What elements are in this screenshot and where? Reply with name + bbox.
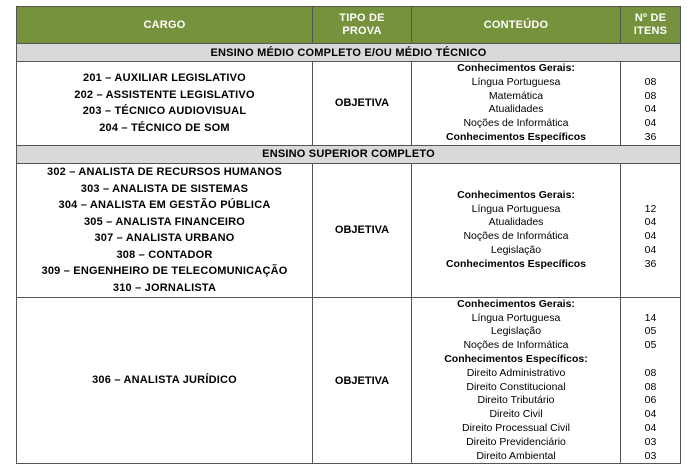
- tipo-prova-cell: OBJETIVA: [313, 163, 412, 297]
- conteudo-item: Noções de Informática: [463, 117, 569, 130]
- itens-cell: [621, 163, 681, 297]
- cargo-item: 307 – ANALISTA URBANO: [94, 232, 235, 245]
- tipo-prova-cell: OBJETIVA: [313, 62, 412, 146]
- conteudo-item: Conhecimentos Gerais:: [457, 62, 575, 74]
- conteudo-item: Língua Portuguesa: [471, 311, 561, 324]
- itens-value: [621, 353, 680, 367]
- cargo-item: 310 – JORNALISTA: [112, 281, 217, 294]
- itens-value: [621, 298, 680, 312]
- exam-table: [16, 6, 681, 464]
- section-header-row: [17, 44, 681, 62]
- conteudo-item: Língua Portuguesa: [471, 75, 561, 88]
- conteudo-item: Matemática: [488, 89, 544, 102]
- itens-value: 36: [644, 257, 657, 270]
- section-title: ENSINO SUPERIOR COMPLETO: [17, 145, 681, 163]
- conteudo-item: Noções de Informática: [463, 230, 569, 243]
- conteudo-item: Conhecimentos Gerais:: [457, 297, 575, 310]
- conteudo-item: Direito Civil: [489, 408, 543, 421]
- conteudo-item: Conhecimentos Específicos:: [444, 352, 588, 365]
- itens-value: 04: [644, 421, 657, 434]
- header-itens: [621, 7, 681, 44]
- table-row: [17, 163, 681, 297]
- cargo-item: 204 – TÉCNICO DE SOM: [99, 121, 230, 134]
- header-tipo: [313, 7, 412, 44]
- header-tipo-line1: TIPO DE: [339, 12, 385, 24]
- cargo-item: 308 – CONTADOR: [116, 248, 213, 261]
- cargo-item: 305 – ANALISTA FINANCEIRO: [83, 215, 246, 228]
- conteudo-item: Noções de Informática: [463, 339, 569, 352]
- conteudo-item: Legislação: [490, 244, 542, 257]
- conteudo-cell: [412, 163, 621, 297]
- header-conteudo: [412, 7, 621, 44]
- conteudo-item: Direito Ambiental: [476, 449, 556, 462]
- cargo-cell: [17, 163, 313, 297]
- cargo-item: 202 – ASSISTENTE LEGISLATIVO: [74, 88, 255, 101]
- exam-table-frame: [16, 6, 680, 464]
- itens-value: 03: [644, 435, 657, 448]
- conteudo-item: Atualidades: [488, 103, 544, 116]
- conteudo-item: Conhecimentos Gerais:: [457, 188, 575, 201]
- header-conteudo-label: CONTEÚDO: [483, 18, 549, 31]
- header-itens-line1: Nº DE: [634, 12, 667, 24]
- conteudo-item: Língua Portuguesa: [471, 202, 561, 215]
- cargo-item: 302 – ANALISTA DE RECURSOS HUMANOS: [47, 166, 282, 179]
- itens-value: 04: [644, 117, 657, 130]
- conteudo-cell: [412, 297, 621, 464]
- cargo-item: 309 – ENGENHEIRO DE TELECOMUNICAÇÃO: [41, 265, 288, 278]
- cargo-item: 201 – AUXILIAR LEGISLATIVO: [83, 72, 246, 85]
- itens-value: 05: [644, 325, 657, 338]
- itens-value: [621, 62, 680, 76]
- conteudo-item: Direito Previdenciário: [466, 435, 566, 448]
- cargo-item: 306 – ANALISTA JURÍDICO: [92, 374, 237, 387]
- itens-cell: [621, 297, 681, 464]
- cargo-item: 304 – ANALISTA EM GESTÃO PÚBLICA: [58, 199, 271, 212]
- itens-value: 04: [644, 103, 657, 116]
- itens-value: 04: [644, 230, 657, 243]
- itens-value: 03: [644, 449, 657, 462]
- header-cargo: [17, 7, 313, 44]
- header-cargo-label: CARGO: [143, 18, 186, 31]
- cargo-item: 203 – TÉCNICO AUDIOVISUAL: [82, 105, 247, 118]
- itens-value: 04: [644, 408, 657, 421]
- itens-value: 04: [644, 244, 657, 257]
- itens-value: 36: [644, 130, 657, 143]
- itens-cell: [621, 62, 681, 146]
- section-header-row: [17, 145, 681, 163]
- itens-value: 06: [644, 394, 657, 407]
- cargo-cell: [17, 297, 313, 464]
- itens-value: 14: [644, 311, 657, 324]
- table-row: [17, 297, 681, 464]
- conteudo-item: Atualidades: [488, 216, 544, 229]
- itens-value: [621, 189, 680, 203]
- cargo-cell: [17, 62, 313, 146]
- header-tipo-line2: PROVA: [342, 25, 382, 37]
- itens-value: 08: [644, 75, 657, 88]
- itens-value: 05: [644, 339, 657, 352]
- tipo-prova-cell: OBJETIVA: [313, 297, 412, 464]
- section-title: ENSINO MÉDIO COMPLETO E/OU MÉDIO TÉCNICO: [17, 44, 681, 62]
- itens-value: 08: [644, 366, 657, 379]
- conteudo-item: Direito Processual Civil: [462, 421, 570, 434]
- conteudo-item: Legislação: [490, 325, 542, 338]
- table-row: [17, 62, 681, 146]
- conteudo-item: Direito Constitucional: [466, 380, 566, 393]
- conteudo-item: Direito Administrativo: [466, 366, 566, 379]
- itens-value: 08: [644, 89, 657, 102]
- itens-value: 08: [644, 380, 657, 393]
- conteudo-cell: [412, 62, 621, 146]
- header-row: [17, 7, 681, 44]
- conteudo-item: Direito Tributário: [477, 394, 555, 407]
- exam-table-body: [17, 44, 681, 464]
- header-itens-line2: ITENS: [633, 25, 668, 37]
- itens-value: 12: [644, 202, 657, 215]
- itens-value: 04: [644, 216, 657, 229]
- conteudo-item: Conhecimentos Específicos: [445, 130, 587, 143]
- conteudo-item: Conhecimentos Específicos: [445, 257, 587, 270]
- cargo-item: 303 – ANALISTA DE SISTEMAS: [80, 182, 249, 195]
